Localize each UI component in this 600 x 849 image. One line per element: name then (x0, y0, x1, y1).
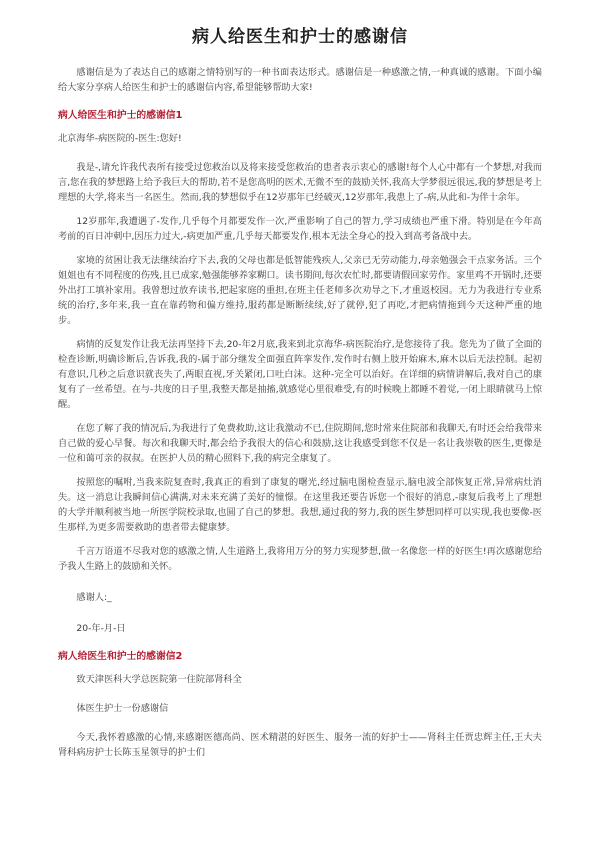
letter1-date: 20-年-月-日 (76, 623, 126, 634)
letter1-paragraph: 我是-,请允许我代表所有接受过您救治以及将来接受您救治的患者表示衷心的感谢!每个人心中都有一个梦想,对我而言,您在我的梦想路上给予我巨大的帮助,若不是您高明的医术,无微不至的鼓励关怀,我高大学梦很远很远,我的梦想是考上理想的大学,将来当一名医生。然而,我的梦想似乎在12岁那年已经破灭,12岁那年,我患上了-病,从此和-为伴十余年。 (58, 162, 542, 203)
letter2-heading: 病人给医生和护士的感谢信2 (58, 651, 183, 662)
letter1-paragraph: 千言万语道不尽我对您的感激之情,人生道路上,我将用万分的努力实现梦想,做一名像您一样的好医生!再次感谢您给予我人生路上的鼓励和关怀。 (58, 546, 542, 572)
letter2-recipient-line2: 体医生护士一份感谢信 (76, 703, 169, 714)
letter2-recipient: 致天津医科大学总医院第一住院部肾科全 (76, 674, 242, 685)
letter1-paragraph: 在您了解了我的情况后,为我进行了免费救助,这让我激动不已,住院期间,您时常来住院部和我聊天,有时还会给我带来自己做的爱心早餐。每次和我聊天时,都会给予我很大的信心和鼓励,这让我感受到您不仅是一名让我崇敬的医生,更像是一位和蔼可亲的叔叔。在医护人员的精心照料下,我的病完全康复了。 (58, 423, 542, 464)
letter1-paragraph: 病情的反复发作让我无法再坚持下去,20-年2月底,我来到北京海华-病医院治疗,是您接待了我。您先为了做了全面的检查诊断,明确诊断后,告诉我,我的-属于部分继发全面强直阵挛发作,发作时右侧上肢开始麻木,麻木以后无法控制。起初有意识,几秒之后意识就丧失了,两眼直视,牙关紧闭,口吐白沫。这种-完全可以治好。在详细的病情讲解后,我对自己的康复有了一丝希望。在与-共度的日子里,我整天都是抽搐,就感觉心里很难受,有的时候晚上都睡不着觉,一闭上眼睛就马上惊醒。 (58, 339, 542, 410)
letter1-paragraph: 家境的贫困让我无法继续治疗下去,我的父母也都是低智能残疾人,父亲已无劳动能力,母亲勉强会干点家务活。三个姐姐也有不同程度的伤残,且已成家,勉强能够养家糊口。读书期间,每次农忙时,都要请假回家劳作。家里鸡不开锅时,还要外出打工填补家用。我曾想过放弃读书,把起家庭的重担,在班主任老师多次劝导之下,才重返校园。无力为我进行专业系统的治疗,多年来,我一直在靠药物和偏方维持,服药都是断断续续,好了就停,犯了再吃,才把病情拖到今天这种严重的地步。 (58, 255, 542, 326)
letter1-paragraph: 按照您的嘱咐,当我来院复查时,我真正的看到了康复的曙光,经过脑电图检查显示,脑电波全部恢复正常,异常病灶消失。这一消息让我瞬间信心满满,对未来充满了美好的憧憬。在这里我还要告诉您一个很好的消息,-康复后我考上了理想的大学并顺利被当地一所医学院校录取,也圆了自己的梦想。我想,通过我的努力,我的医生梦想同样可以实现,我也要像-医生那样,为更多需要救助的患者带去健康梦。 (58, 477, 542, 533)
letter1-paragraph: 12岁那年,我遭遇了-发作,几乎每个月都要发作一次,严重影响了自己的智力,学习成绩也严重下滑。特别是在今年高考前的百日冲刺中,因压力过大,-病更加严重,几乎每天都要发作,根本无法全身心的投入到高考备战中去。 (58, 216, 542, 242)
letter1-heading: 病人给医生和护士的感谢信1 (58, 110, 183, 121)
letter2-paragraph: 今天,我怀着感激的心情,来感谢医德高尚、医术精湛的好医生、服务一流的好护士——肾科主任贾忠辉主任,王大夫肾科病房护士长陈玉星领导的护士们 (58, 732, 542, 758)
page-title: 病人给医生和护士的感谢信 (192, 27, 408, 47)
letter1-salutation: 北京海华-病医院的-医生:您好! (58, 133, 182, 144)
letter1-signature: 感谢人:_ (76, 592, 112, 603)
intro-paragraph: 感谢信是为了表达自己的感谢之情特别写的一种书面表达形式。感谢信是一种感激之情,一种真诚的感谢。下面小编给大家分享病人给医生和护士的感谢信内容,希望能够帮助大家! (58, 67, 542, 93)
